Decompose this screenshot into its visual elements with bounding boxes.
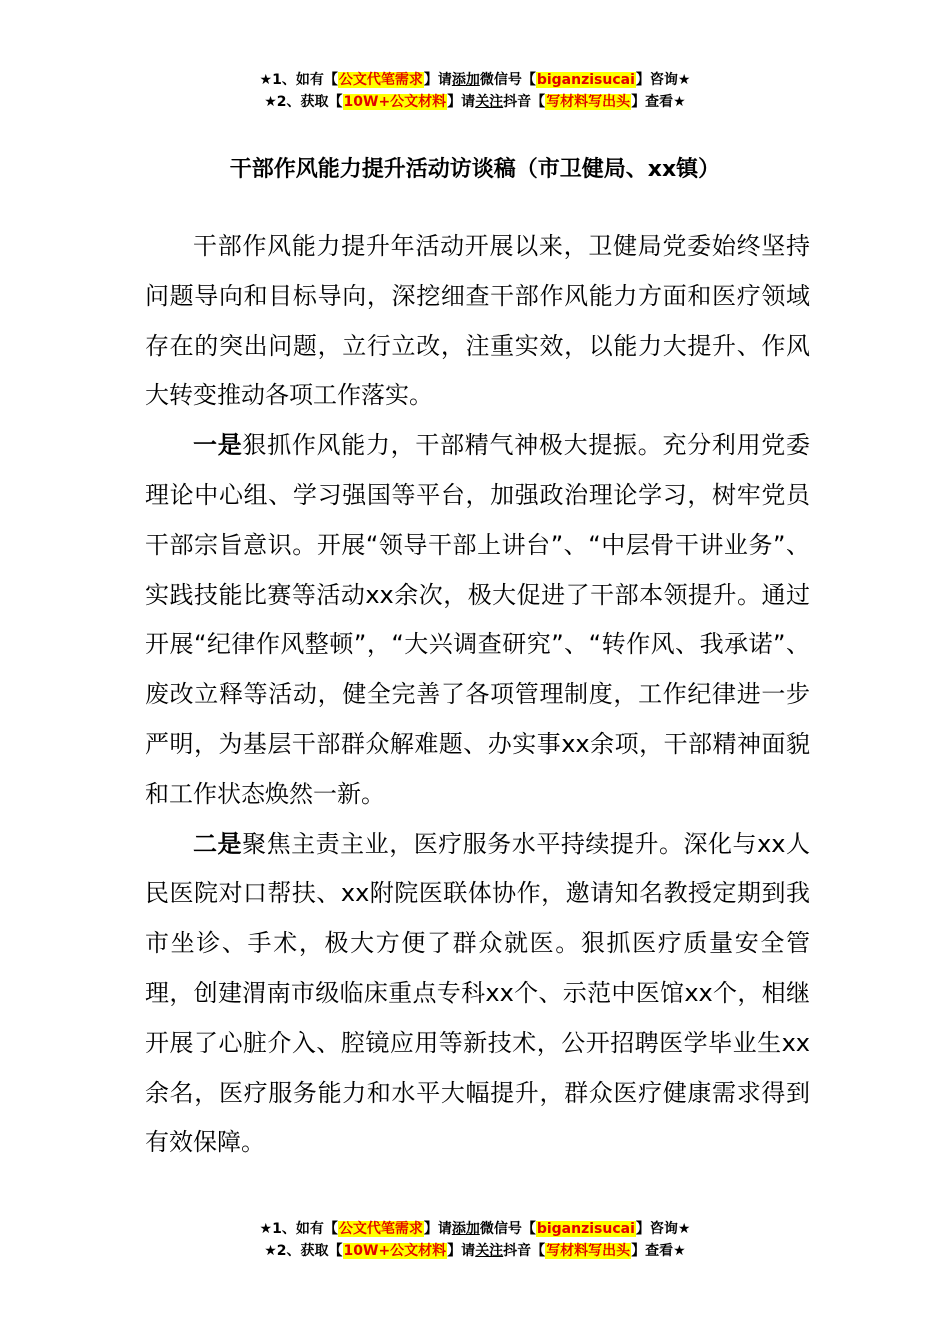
section-1-lead: 一是 <box>193 431 243 460</box>
section-1-text: 狠抓作风能力，干部精气神极大提振。充分利用党委理论中心组、学习强国等平台，加强政治理论学习，树牢党员干部宗旨意识。开展“领导干部上讲台”、“中层骨干讲业务”、实践技能比赛等活动xx余次，极大促进了干部本领提升。通过开展“纪律作风整顿”，“大兴调查研究”、“转作风、我承诺”、废改立释等活动，健全完善了各项管理制度，工作纪律进一步严明，为基层干部群众解难题、办实事xx余项，干部精神面貌和工作状态焕然一新。 <box>145 431 811 808</box>
promo-highlight: biganzisucai <box>536 1221 635 1237</box>
promo-underline: 添加 <box>451 72 480 88</box>
section-2-text: 聚焦主责主业，医疗服务水平持续提升。深化与xx人民医院对口帮扶、xx附院医联体协作，邀请知名教授定期到我市坐诊、手术，极大方便了群众就医。狠抓医疗质量安全管理，创建渭南市级临床重点专科xx个、示范中医馆xx个，相继开展了心脏介入、腔镜应用等新技术，公开招聘医学毕业生xx余名，医疗服务能力和水平大幅提升，群众医疗健康需求得到有效保障。 <box>145 829 811 1157</box>
promo-text: 】请 <box>423 1221 452 1237</box>
promo-header <box>0 69 950 113</box>
promo-text: 】查看★ <box>631 94 686 110</box>
promo-text: 】请 <box>423 72 452 88</box>
promo-text: ★2、获取【 <box>264 1243 343 1259</box>
promo-text: 微信号【 <box>479 1221 536 1237</box>
promo-line-2 <box>0 1240 950 1262</box>
promo-text: ★2、获取【 <box>264 94 343 110</box>
section-2-paragraph <box>145 820 810 1169</box>
promo-line-1 <box>0 69 950 91</box>
promo-text: ★1、如有【 <box>259 72 338 88</box>
promo-highlight: biganzisucai <box>536 72 635 88</box>
promo-text: 】咨询★ <box>635 1221 691 1237</box>
promo-text: 】请 <box>447 94 476 110</box>
promo-text: 】咨询★ <box>635 72 691 88</box>
section-2-lead: 二是 <box>193 829 243 858</box>
promo-underline: 关注 <box>475 94 504 110</box>
promo-text: 抖音【 <box>503 94 546 110</box>
document-body <box>145 222 810 1168</box>
document-title: 干部作风能力提升活动访谈稿（市卫健局、xx镇） <box>229 157 721 182</box>
intro-paragraph: 干部作风能力提升年活动开展以来，卫健局党委始终坚持问题导向和目标导向，深挖细查干部作风能力方面和医疗领域存在的突出问题，立行立改，注重实效，以能力大提升、作风大转变推动各项工作落实。 <box>145 232 810 410</box>
section-1-paragraph <box>145 421 810 819</box>
promo-highlight: 公文代笔需求 <box>338 1221 423 1237</box>
promo-highlight: 写材料写出头 <box>546 94 631 110</box>
promo-text: 】请 <box>447 1243 476 1259</box>
promo-footer <box>0 1218 950 1262</box>
promo-text: 微信号【 <box>479 72 536 88</box>
promo-line-2 <box>0 91 950 113</box>
promo-underline: 添加 <box>451 1221 480 1237</box>
promo-highlight: 10W+公文材料 <box>343 1243 447 1259</box>
promo-text: 抖音【 <box>503 1243 546 1259</box>
promo-line-1 <box>0 1218 950 1240</box>
promo-highlight: 写材料写出头 <box>546 1243 631 1259</box>
promo-text: ★1、如有【 <box>259 1221 338 1237</box>
promo-highlight: 10W+公文材料 <box>343 94 447 110</box>
promo-text: 】查看★ <box>631 1243 686 1259</box>
promo-underline: 关注 <box>475 1243 504 1259</box>
promo-highlight: 公文代笔需求 <box>338 72 423 88</box>
